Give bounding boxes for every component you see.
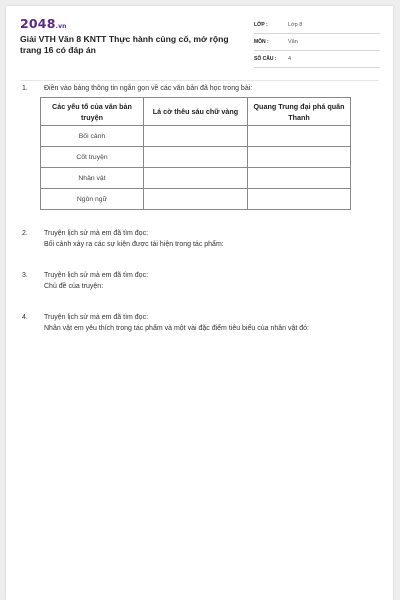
table-header-cell: Các yếu tố của văn bản truyện [41, 98, 144, 126]
meta-key: LỚP : [254, 22, 268, 28]
question-body [44, 228, 384, 250]
meta-row-subject [254, 36, 380, 51]
question-text: Truyện lịch sử mà em đã tìm đọc: [44, 272, 149, 279]
table-header-row [41, 98, 351, 126]
question-number: 2. [22, 230, 28, 237]
question-text: Truyện lịch sử mà em đã tìm đọc: [44, 230, 149, 237]
site-logo[interactable] [20, 16, 67, 31]
row-label-cell: Nhân vật [41, 168, 144, 189]
logo-tld-text: .vn [55, 23, 67, 30]
question-text: Điền vào bảng thông tin ngắn gọn về các văn bản đã học trong bài: [44, 85, 253, 92]
answer-cell[interactable] [144, 126, 248, 147]
info-table [40, 97, 351, 210]
answer-cell[interactable] [248, 189, 351, 210]
header-divider [20, 80, 379, 81]
question-prompt: Chủ đề của truyện: [44, 283, 104, 290]
question-prompt: Bối cảnh xảy ra các sự kiện được tái hiện trong tác phẩm: [44, 241, 224, 248]
question-body [44, 312, 384, 334]
meta-row-count [254, 53, 380, 68]
table-row [41, 126, 351, 147]
table-row [41, 147, 351, 168]
meta-value: Lớp 8 [288, 22, 303, 28]
row-label-cell: Cốt truyện [41, 147, 144, 168]
answer-cell[interactable] [144, 168, 248, 189]
question-prompt: Nhân vật em yêu thích trong tác phẩm và một vài đặc điểm tiêu biểu của nhân vật đó: [44, 325, 309, 332]
meta-value: Văn [288, 39, 298, 45]
row-label-cell: Bối cảnh [41, 126, 144, 147]
table-header-cell: Lá cờ thêu sáu chữ vàng [144, 98, 248, 126]
meta-key: SỐ CÂU : [254, 56, 277, 62]
meta-row-class [254, 19, 380, 34]
answer-cell[interactable] [248, 147, 351, 168]
table-row [41, 168, 351, 189]
table-row [41, 189, 351, 210]
row-label-cell: Ngôn ngữ [41, 189, 144, 210]
question-text: Truyện lịch sử mà em đã tìm đọc: [44, 314, 149, 321]
question-body [44, 270, 384, 292]
question-number: 4. [22, 314, 28, 321]
answer-cell[interactable] [248, 126, 351, 147]
logo-main-text: 2048 [20, 16, 56, 31]
question-number: 1. [22, 85, 28, 92]
document-title: Giải VTH Văn 8 KNTT Thực hành củng cố, mở rộng trang 16 có đáp án [20, 34, 229, 55]
document-page [6, 6, 393, 600]
question-number: 3. [22, 272, 28, 279]
meta-value: 4 [288, 56, 292, 62]
table-header-cell: Quang Trung đại phá quân Thanh [248, 98, 351, 126]
answer-cell[interactable] [144, 147, 248, 168]
answer-cell[interactable] [144, 189, 248, 210]
answer-cell[interactable] [248, 168, 351, 189]
meta-key: MÔN : [254, 39, 269, 45]
